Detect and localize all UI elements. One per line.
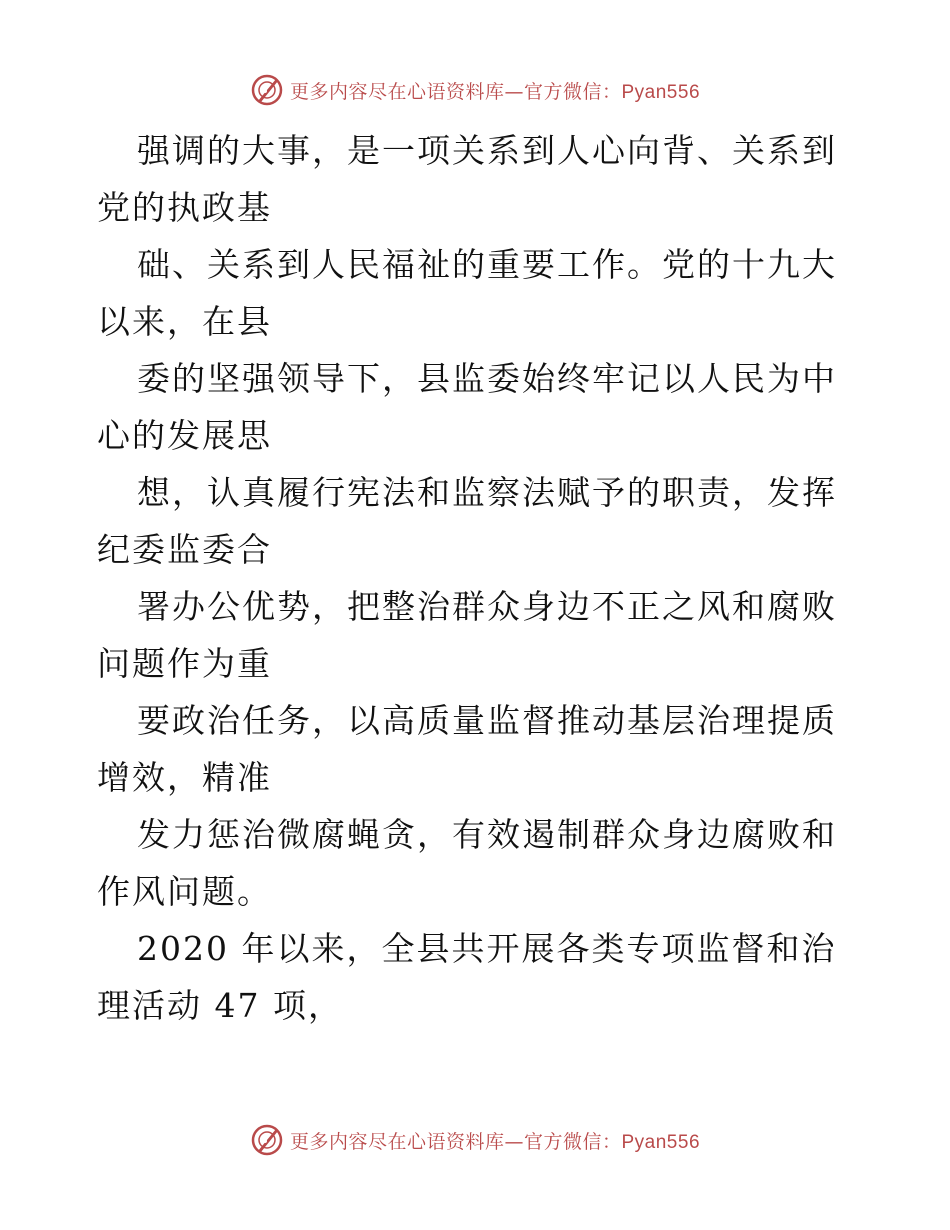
- text-line: 效，精准: [132, 758, 272, 797]
- paragraph: [97, 920, 857, 1034]
- text-line: 署办公优势，把整治群众身边不正之风和腐败问: [97, 587, 837, 683]
- wechat-id: Pyan556: [621, 1131, 701, 1153]
- paragraph: [97, 122, 857, 236]
- text-line: 的执政基: [132, 188, 272, 227]
- wechat-id: Pyan556: [621, 81, 701, 103]
- pen-circle-logo-icon: [250, 73, 284, 107]
- paragraph: [97, 692, 857, 806]
- banner-label: 更多内容尽在心语资料库—官方微信：: [289, 80, 622, 103]
- footer-banner: [0, 1120, 950, 1160]
- text-line: 委的坚强领导下，县监委始终牢记以人民为中心: [97, 359, 837, 455]
- paragraph: [97, 806, 857, 920]
- document-body: [97, 122, 857, 1034]
- text-line: 活动 47 项，: [132, 986, 343, 1025]
- text-line: 2020 年以来，全县共开展各类专项监督和治理: [97, 929, 837, 1025]
- banner-text: [290, 77, 700, 104]
- paragraph: [97, 464, 857, 578]
- paragraph: [97, 350, 857, 464]
- text-line: 强调的大事，是一项关系到人心向背、关系到党: [97, 131, 837, 227]
- text-line: 想，认真履行宪法和监察法赋予的职责，发挥纪: [97, 473, 837, 569]
- text-line: 委监委合: [132, 530, 272, 569]
- header-banner: [0, 70, 950, 110]
- text-line: 风问题。: [132, 872, 272, 911]
- banner-text: [290, 1127, 700, 1154]
- paragraph: [97, 236, 857, 350]
- text-line: 题作为重: [132, 644, 272, 683]
- pen-circle-logo-icon: [250, 1123, 284, 1157]
- text-line: 础、关系到人民福祉的重要工作。党的十九大以: [97, 245, 837, 341]
- paragraph: [97, 578, 857, 692]
- text-line: 的发展思: [132, 416, 272, 455]
- text-line: 来，在县: [132, 302, 272, 341]
- text-line: 发力惩治微腐蝇贪，有效遏制群众身边腐败和作: [97, 815, 837, 911]
- text-line: 要政治任务，以高质量监督推动基层治理提质增: [97, 701, 837, 797]
- banner-label: 更多内容尽在心语资料库—官方微信：: [289, 1130, 622, 1153]
